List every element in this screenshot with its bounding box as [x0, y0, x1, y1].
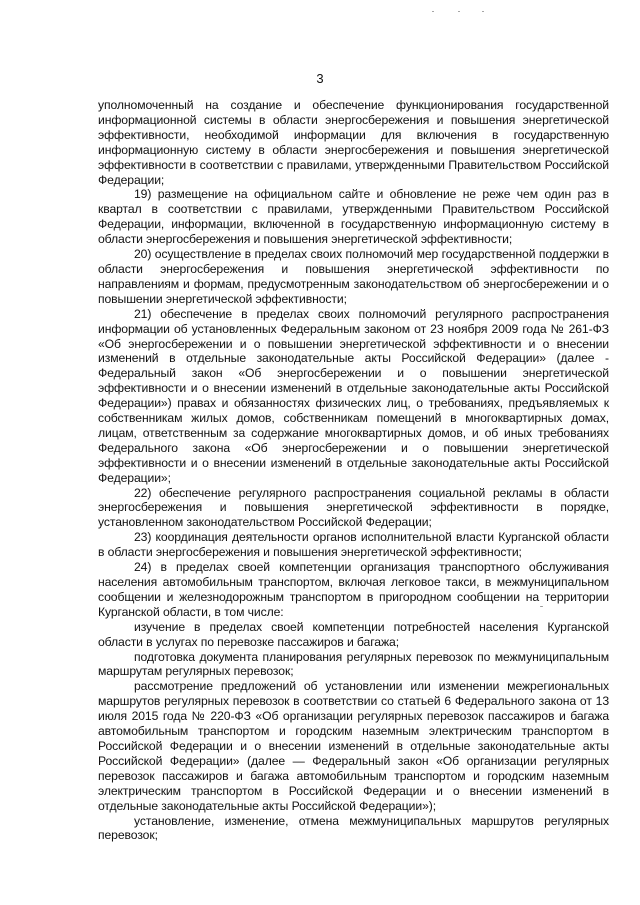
- paragraph: 22) обеспечение регулярного распространения социальной рекламы в области энергосбережения и повышения энергетической эффективности в порядке, установленном законодательством Российской Федерации;: [98, 485, 609, 530]
- scan-dot: [432, 11, 434, 12]
- paragraph: 21) обеспечение в пределах своих полномочий регулярного распространения информации об установленных Федеральным законом от 23 ноября 2009 года № 261-ФЗ «Об энергосбережении и о повышении энергетической эффективности и о внесении изменений в отдельные законодательные акты Российской Федерации» (далее - Федеральный закон «Об энергосбережении и о повышении энергетической эффективности и о внесении изменений в отдельные законодательные акты Российской Федерации») правах и обязанностях физических лиц, о требованиях, предъявляемых к собственникам жилых домов, собственникам помещений в многоквартирных домах, лицам, ответственным за содержание многоквартирных домов, и об иных требованиях Федерального закона «Об энергосбережении и о повышении энергетической эффективности и о внесении изменений в отдельные законодательные акты Российской Федерации»;: [98, 306, 609, 485]
- paragraph: рассмотрение предложений об установлении или изменении межрегиональных маршрутов регулярных перевозок в соответствии со статьей 6 Федерального закона от 13 июля 2015 года № 220-ФЗ «Об организации регулярных перевозок пассажиров и багажа автомобильным транспортом и городским наземным электрическим транспортом в Российской Федерации и о внесении изменений в отдельные законодательные акты Российской Федерации» (далее — Федеральный закон «Об организации регулярных перевозок пассажиров и багажа автомобильным транспортом и городским наземным электрическим транспортом в Российской Федерации и о внесении изменений в отдельные законодательные акты Российской Федерации»);: [98, 679, 609, 813]
- paragraph: изучение в пределах своей компетенции потребностей населения Курганской области в услугах по перевозке пассажиров и багажа;: [98, 619, 609, 649]
- scan-dot: [482, 11, 484, 12]
- document-body: [98, 98, 609, 843]
- paragraph: 23) координация деятельности органов исполнительной власти Курганской области в области энергосбережения и повышения энергетической эффективности;: [98, 530, 609, 560]
- page-number: 3: [316, 71, 324, 86]
- paragraph: 19) размещение на официальном сайте и обновление не реже чем один раз в квартал в соответствии с правилами, утвержденными Правительством Российской Федерации, информации, включенной в государственную информационную систему в области энергосбережения и повышения энергетической эффективности;: [98, 187, 609, 247]
- paragraph: уполномоченный на создание и обеспечение функционирования государственной информационной системы в области энергосбережения и повышения энергетической эффективности, необходимой информации для включения в государственную информационную систему в области энергосбережения и повышения энергетической эффективности в соответствии с правилами, утвержденными Правительством Российской Федерации;: [98, 98, 609, 187]
- scan-dot: [458, 11, 460, 12]
- paragraph: 20) осуществление в пределах своих полномочий мер государственной поддержки в области энергосбережения и повышения энергетической эффективности по направлениям и формам, предусмотренным законодательством об энергосбережении и о повышении энергетической эффективности;: [98, 247, 609, 306]
- paragraph: 24) в пределах своей компетенции организация транспортного обслуживания населения автомобильным транспортом, включая легковое такси, в межмуниципальном сообщении и железнодорожным транспортом в пригородном сообщении на территории Курганской области, в том числе:: [98, 560, 609, 619]
- paragraph: подготовка документа планирования регулярных перевозок по межмуниципальным маршрутам регулярных перевозок;: [98, 649, 609, 679]
- paragraph: установление, изменение, отмена межмуниципальных маршрутов регулярных перевозок;: [98, 813, 609, 843]
